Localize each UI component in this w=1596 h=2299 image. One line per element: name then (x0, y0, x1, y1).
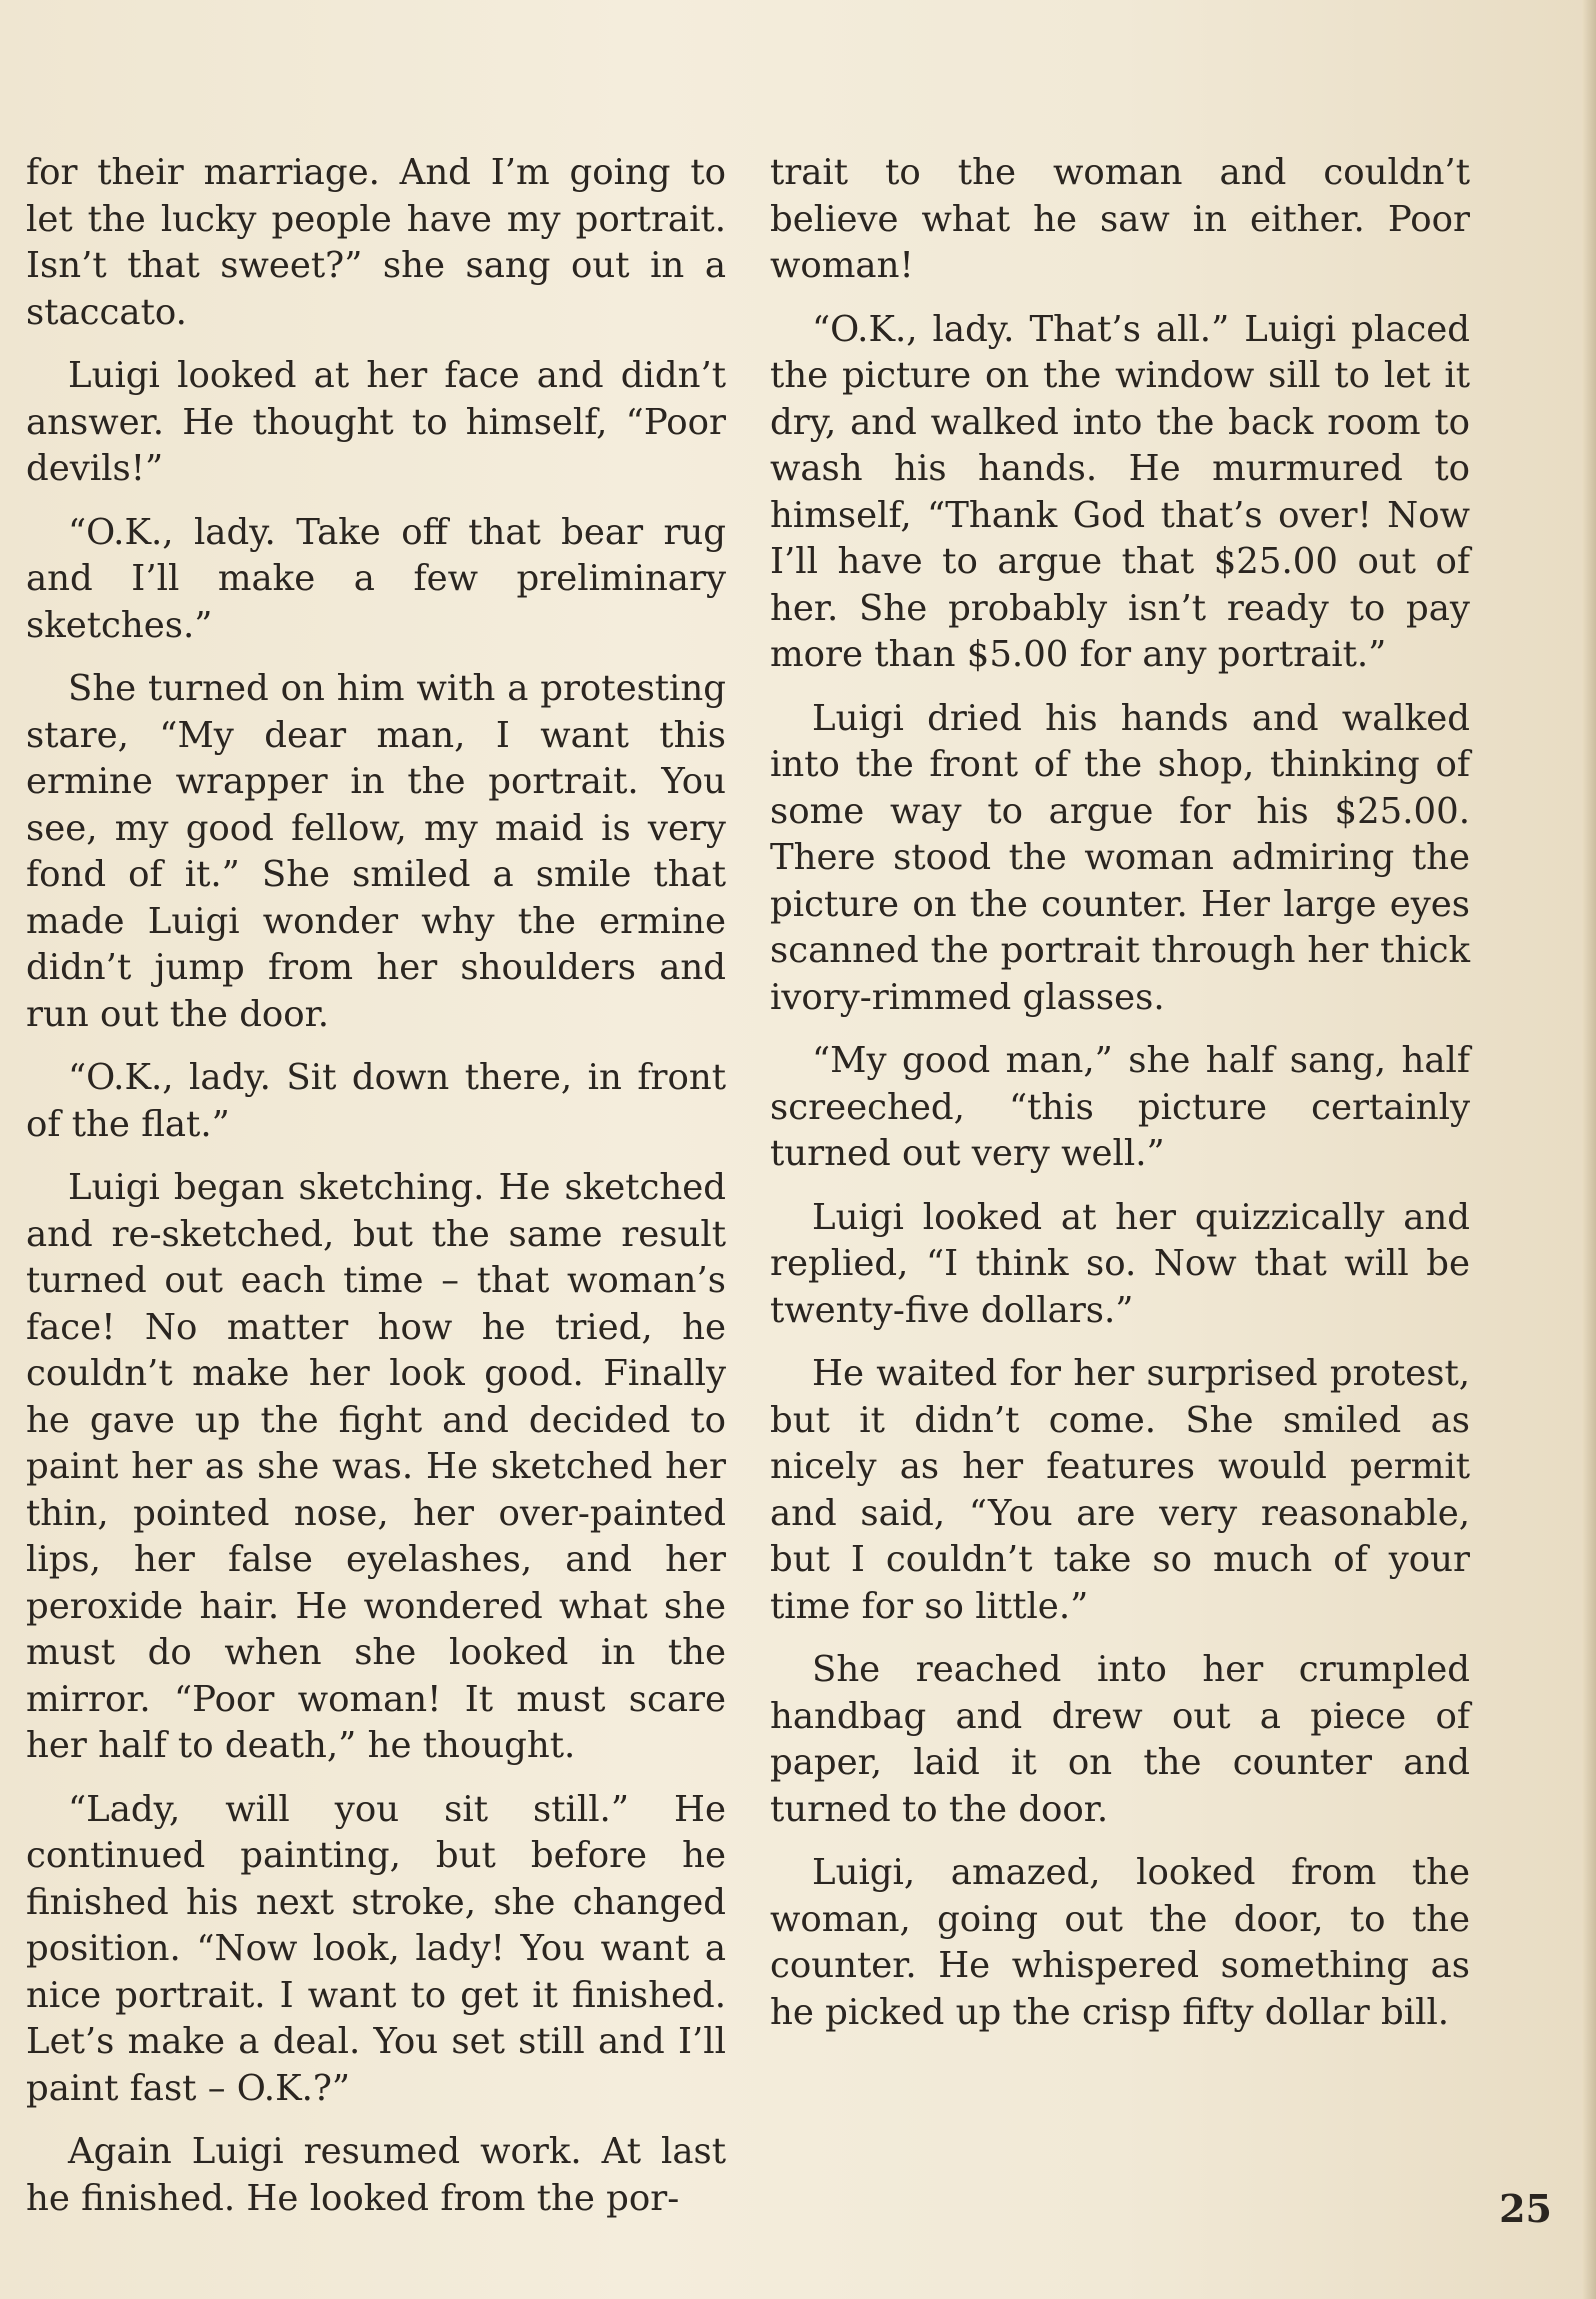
right-column (770, 150, 1470, 2053)
paragraph: for their marriage. And I’m going to let the lucky people have my portrait. Isn’t that sweet?” she sang out in a staccato. (26, 152, 726, 333)
paragraph: Luigi began sketching. He sketched and re-sketched, but the same result turned out each time – that woman’s face! No matter how he tried, he couldn’t make her look good. Finally he gave up the fight and decided to paint her as she was. He sketched her thin, pointed nose, her over-painted lips, her false eyelashes, and her peroxide hair. He wondered what she must do when she looked in the mirror. “Poor woman! It must scare her half to death,” he thought. (26, 1167, 726, 1766)
paragraph: Luigi looked at her quizzically and replied, “I think so. Now that will be twenty-five dollars.” (770, 1196, 1470, 1331)
paragraph: “Lady, will you sit still.” He continued painting, but before he finished his next stroke, she changed position. “Now look, lady! You want a nice portrait. I want to get it finished. Let’s make a deal. You set still and I’ll paint fast – O.K.?” (26, 1788, 726, 2109)
paragraph: She turned on him with a protesting stare, “My dear man, I want this ermine wrapper in the portrait. You see, my good fellow, my maid is very fond of it.” She smiled a smile that made Luigi wonder why the ermine didn’t jump from her shoulders and run out the door. (26, 668, 726, 1035)
paragraph: trait to the woman and couldn’t believe what he saw in either. Poor woman! (770, 152, 1470, 286)
paragraph: Again Luigi resumed work. At last he finished. He looked from the por- (26, 2131, 726, 2219)
page-edge (1582, 0, 1596, 2299)
paragraph: “O.K., lady. Take off that bear rug and I’ll make a few preliminary sketches.” (26, 511, 726, 646)
paragraph: “My good man,” she half sang, half screeched, “this picture certainly turned out very well.” (770, 1040, 1470, 1174)
paragraph: She reached into her crumpled handbag and drew out a piece of paper, laid it on the counter and turned to the door. (770, 1649, 1470, 1830)
left-column (26, 150, 726, 2239)
paragraph: “O.K., lady. Sit down there, in front of the flat.” (26, 1057, 726, 1145)
paragraph: “O.K., lady. That’s all.” Luigi placed the picture on the window sill to let it dry, and walked into the back room to wash his hands. He murmured to himself, “Thank God that’s over! Now I’ll have to argue that $25.00 out of her. She probably isn’t ready to pay more than $5.00 for any portrait.” (770, 308, 1470, 675)
paragraph: He waited for her surprised protest, but it didn’t come. She smiled as nicely as her features would permit and said, “You are very reasonable, but I couldn’t take so much of your time for so little.” (770, 1353, 1470, 1627)
paragraph: Luigi, amazed, looked from the woman, going out the door, to the counter. He whispered something as he picked up the crisp fifty dollar bill. (770, 1852, 1470, 2033)
paragraph: Luigi dried his hands and walked into the front of the shop, thinking of some way to argue for his $25.00. There stood the woman admiring the picture on the counter. Her large eyes scanned the portrait through her thick ivory-rimmed glasses. (770, 697, 1470, 1018)
page-number: 25 (1499, 2186, 1552, 2231)
paragraph: Luigi looked at her face and didn’t answer. He thought to himself, “Poor devils!” (26, 355, 726, 489)
